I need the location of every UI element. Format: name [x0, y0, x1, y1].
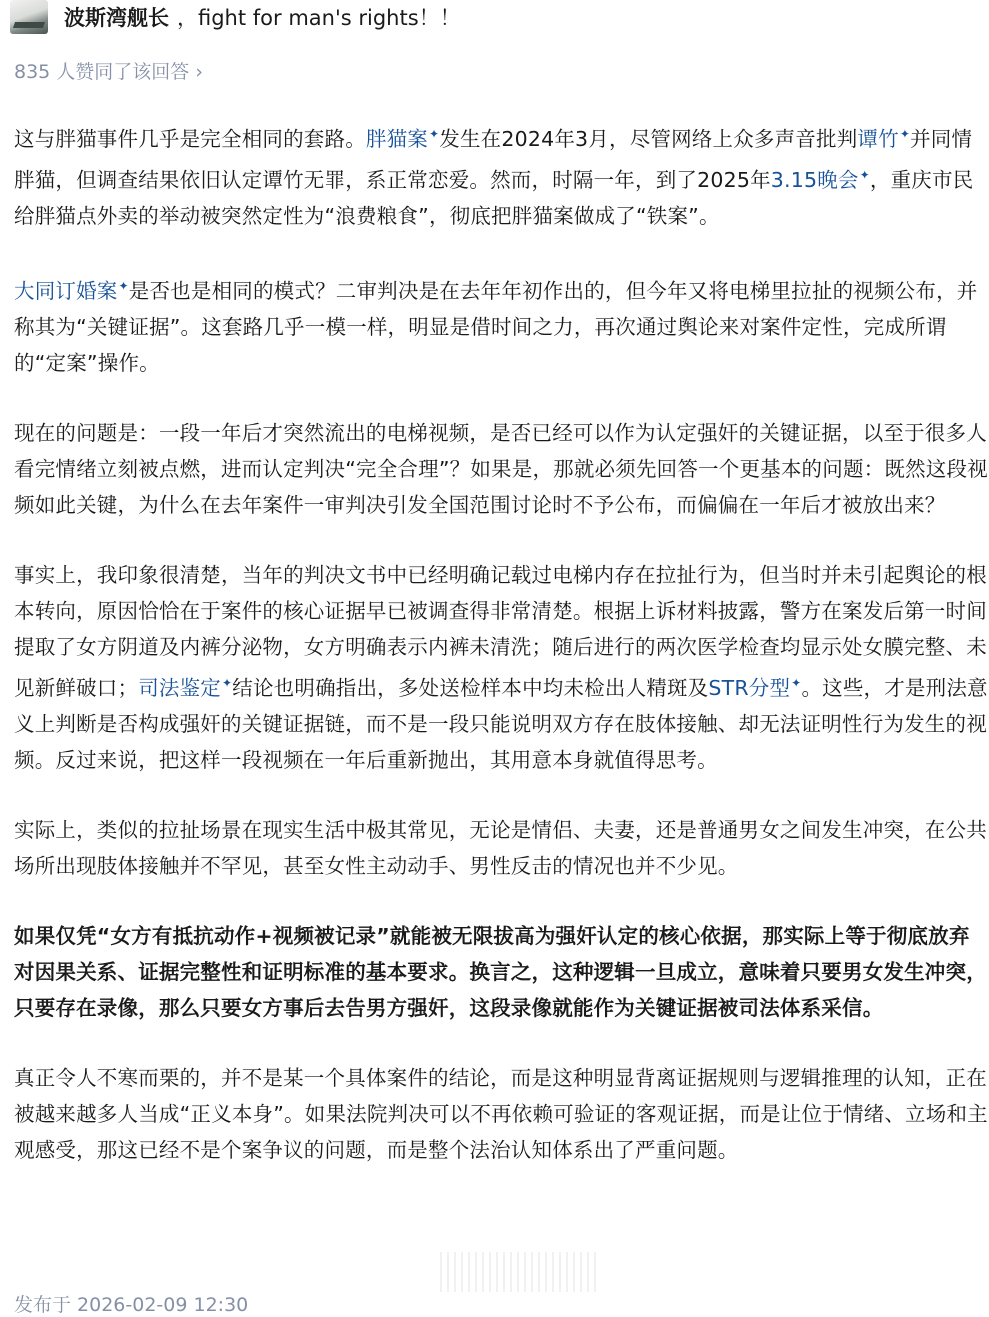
answer-paragraph	[14, 812, 988, 884]
sparkle-icon: ✦	[222, 676, 233, 690]
paragraph-text: 并同情胖猫，但调查结果依旧认定谭竹无罪，系正常恋爱。然而，时隔一年，到了2025年	[14, 127, 973, 192]
keyword-link[interactable]: 谭竹✦	[857, 127, 911, 151]
author-separator: ，	[177, 6, 198, 30]
author-name[interactable]: 波斯湾舰长	[64, 6, 169, 30]
paragraph-text: 结论也明确指出，多处送检样本中均未检出人精斑及	[232, 676, 709, 700]
author-bar	[10, 0, 461, 34]
answer-paragraph	[14, 415, 988, 523]
keyword-link[interactable]: 司法鉴定✦	[138, 676, 233, 700]
sparkle-icon: ✦	[859, 168, 870, 182]
paragraph-text: 真正令人不寒而栗的，并不是某一个具体案件的结论，而是这种明显背离证据规则与逻辑推理的认知，正在被越来越多人当成“正义本身”。如果法院判决可以不再依赖可验证的客观证据，而是让位于情绪、立场和主观感受，那这已经不是个案争议的问题，而是整个法治认知体系出了严重问题。	[14, 1066, 988, 1162]
paragraph-text: 实际上，类似的拉扯场景在现实生活中极其常见，无论是情侣、夫妻，还是普通男女之间发生冲突，在公共场所出现肢体接触并不罕见，甚至女性主动动手、男性反击的情况也并不少见。	[14, 818, 987, 878]
sparkle-icon: ✦	[429, 127, 440, 141]
paragraph-text: 这与胖猫事件几乎是完全相同的套路。	[14, 127, 366, 151]
author-headline: fight for man's rights！！	[198, 6, 461, 30]
watermark	[440, 1252, 600, 1292]
answer-paragraph	[14, 557, 988, 778]
chevron-right-icon: ›	[195, 61, 203, 83]
paragraph-text: 发生在2024年3月，尽管网络上众多声音批判	[439, 127, 858, 151]
sparkle-icon: ✦	[791, 676, 802, 690]
sparkle-icon: ✦	[899, 127, 911, 141]
paragraph-text: 是否也是相同的模式？二审判决是在去年年初作出的，但今年又将电梯里拉扯的视频公布，并称其为“关键证据”。这套路几乎一模一样，明显是借时间之力，再次通过舆论来对案件定性，完成所谓的“定案”操作。	[14, 279, 978, 375]
paragraph-text: 。这些，才是刑法意义上判断是否构成强奸的关键证据链，而不是一段只能说明双方存在肢体接触、却无法证明性行为发生的视频。反过来说，把这样一段视频在一年后重新抛出，其用意本身就值得思考。	[14, 676, 988, 772]
paragraph-text: 现在的问题是：一段一年后才突然流出的电梯视频，是否已经可以作为认定强奸的关键证据，以至于很多人看完情绪立刻被点燃，进而认定判决“完全合理”？如果是，那就必须先回答一个更基本的问题：既然这段视频如此关键，为什么在去年案件一审判决引发全国范围讨论时不予公布，而偏偏在一年后才被放出来？	[14, 421, 988, 517]
avatar[interactable]	[10, 0, 48, 34]
paragraph-text: 事实上，我印象很清楚，当年的判决文书中已经明确记载过电梯内存在拉扯行为，但当时并未引起舆论的根本转向，原因恰恰在于案件的核心证据早已被调查得非常清楚。根据上诉材料披露，警方在案发后第一时间提取了女方阴道及内裤分泌物，女方明确表示内裤未清洗；随后进行的两次医学检查均显示处女膜完整、未见新鲜破口；	[14, 563, 987, 700]
answer-paragraph	[14, 918, 988, 1026]
answer-content	[14, 116, 988, 1202]
keyword-link[interactable]: 大同订婚案✦	[14, 279, 129, 303]
paragraph-text: ，重庆市民给胖猫点外卖的举动被突然定性为“浪费粮食”，彻底把胖猫案做成了“铁案”。	[14, 168, 974, 228]
keyword-link[interactable]: 胖猫案✦	[365, 127, 440, 151]
answer-paragraph	[14, 116, 988, 234]
vote-count-link[interactable]	[14, 57, 203, 84]
keyword-link[interactable]: STR分型✦	[708, 676, 802, 700]
keyword-link[interactable]: 3.15晚会✦	[770, 168, 870, 192]
vote-count-text: 835 人赞同了该回答	[14, 61, 190, 83]
answer-paragraph	[14, 1060, 988, 1168]
paragraph-text: 如果仅凭“女方有抵抗动作+视频被记录”就能被无限拔高为强奸认定的核心依据，那实际上等于彻底放弃对因果关系、证据完整性和证明标准的基本要求。换言之，这种逻辑一旦成立，意味着只要男女发生冲突，只要存在录像，那么只要女方事后去告男方强奸，这段录像就能作为关键证据被司法体系采信。	[14, 924, 987, 1020]
publish-time: 发布于 2026-02-09 12:30	[14, 1294, 249, 1316]
answer-paragraph	[14, 268, 988, 381]
sparkle-icon: ✦	[118, 279, 129, 293]
